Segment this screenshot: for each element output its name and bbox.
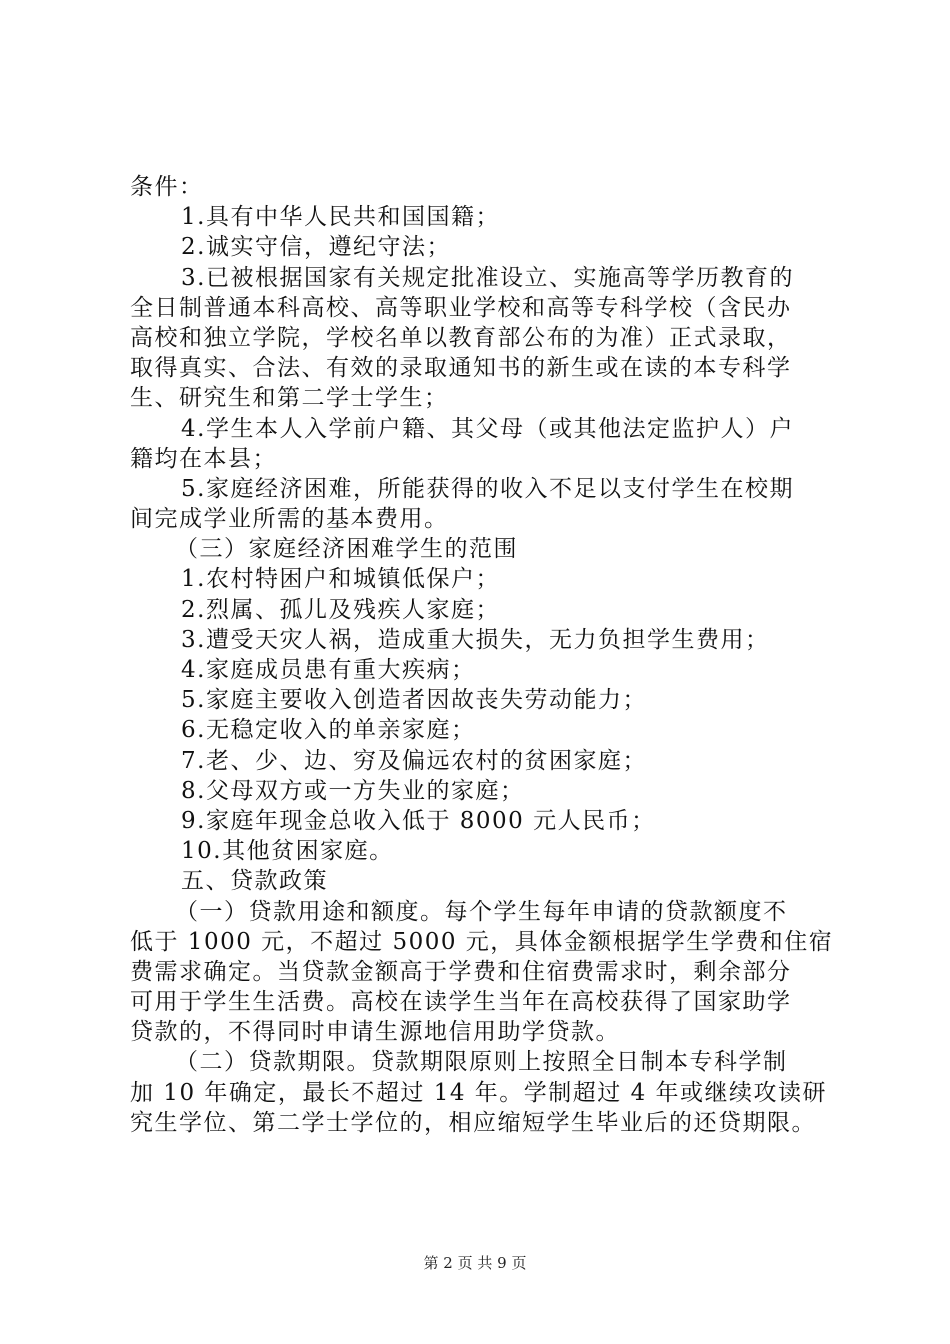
text-line: 2.烈属、孤儿及残疾人家庭； (181, 596, 500, 623)
text-line: 高校和独立学院，学校名单以教育部公布的为准）正式录取， (130, 324, 792, 351)
text-line: 5.家庭经济困难，所能获得的收入不足以支付学生在校期 (181, 475, 794, 502)
text-line: 1.农村特困户和城镇低保户； (181, 566, 500, 593)
text-line: 6.无稳定收入的单亲家庭； (181, 717, 476, 744)
text-line: 3.已被根据国家有关规定批准设立、实施高等学历教育的 (181, 264, 794, 291)
text-line: 4.家庭成员患有重大疾病； (181, 657, 476, 683)
text-line: 间完成学业所需的基本费用。 (130, 506, 449, 533)
text-line: 1.具有中华人民共和国国籍； (181, 204, 500, 231)
text-line: 究生学位、第二学士学位的，相应缩短学生毕业后的还贷期限。 (130, 1109, 816, 1136)
text-line: 五、贷款政策 (181, 868, 328, 895)
text-line: 9.家庭年现金总收入低于 8000 元人民币； (181, 807, 656, 834)
document-body (130, 172, 846, 1138)
text-line: 可用于学生生活费。高校在读学生当年在高校获得了国家助学 (130, 989, 792, 1016)
text-line: 7.老、少、边、穷及偏远农村的贫困家庭； (181, 747, 647, 774)
text-line: 3.遭受天灾人祸，造成重大损失，无力负担学生费用； (181, 626, 770, 653)
text-line: 2.诚实守信，遵纪守法； (181, 234, 451, 261)
text-line: 籍均在本县； (130, 445, 277, 472)
text-line: 5.家庭主要收入创造者因故丧失劳动能力； (181, 687, 647, 714)
text-line: （三）家庭经济困难学生的范围 (175, 536, 518, 563)
text-line: （二）贷款期限。贷款期限原则上按照全日制本专科学制 (175, 1049, 788, 1076)
page-footer: 第 2 页 共 9 页 (423, 1254, 527, 1272)
text-line: 全日制普通本科高校、高等职业学校和高等专科学校（含民办 (130, 294, 792, 321)
text-line: （一）贷款用途和额度。每个学生每年申请的贷款额度不 (175, 898, 788, 925)
text-line: 生、研究生和第二学士学生； (130, 385, 449, 412)
text-line: 取得真实、合法、有效的录取通知书的新生或在读的本专科学 (130, 355, 792, 382)
text-line: 4.学生本人入学前户籍、其父母（或其他法定监护人）户 (181, 415, 794, 442)
text-line: 8.父母双方或一方失业的家庭； (181, 777, 525, 804)
text-line: 加 10 年确定，最长不超过 14 年。学制超过 4 年或继续攻读研 (130, 1079, 828, 1106)
text-line: 低于 1000 元，不超过 5000 元，具体金额根据学生学费和住宿 (130, 928, 834, 955)
text-line: 条件： (130, 174, 204, 200)
text-line: 10.其他贫困家庭。 (181, 838, 394, 865)
text-line: 贷款的，不得同时申请生源地信用助学贷款。 (130, 1019, 620, 1046)
text-line: 费需求确定。当贷款金额高于学费和住宿费需求时，剩余部分 (130, 958, 792, 985)
